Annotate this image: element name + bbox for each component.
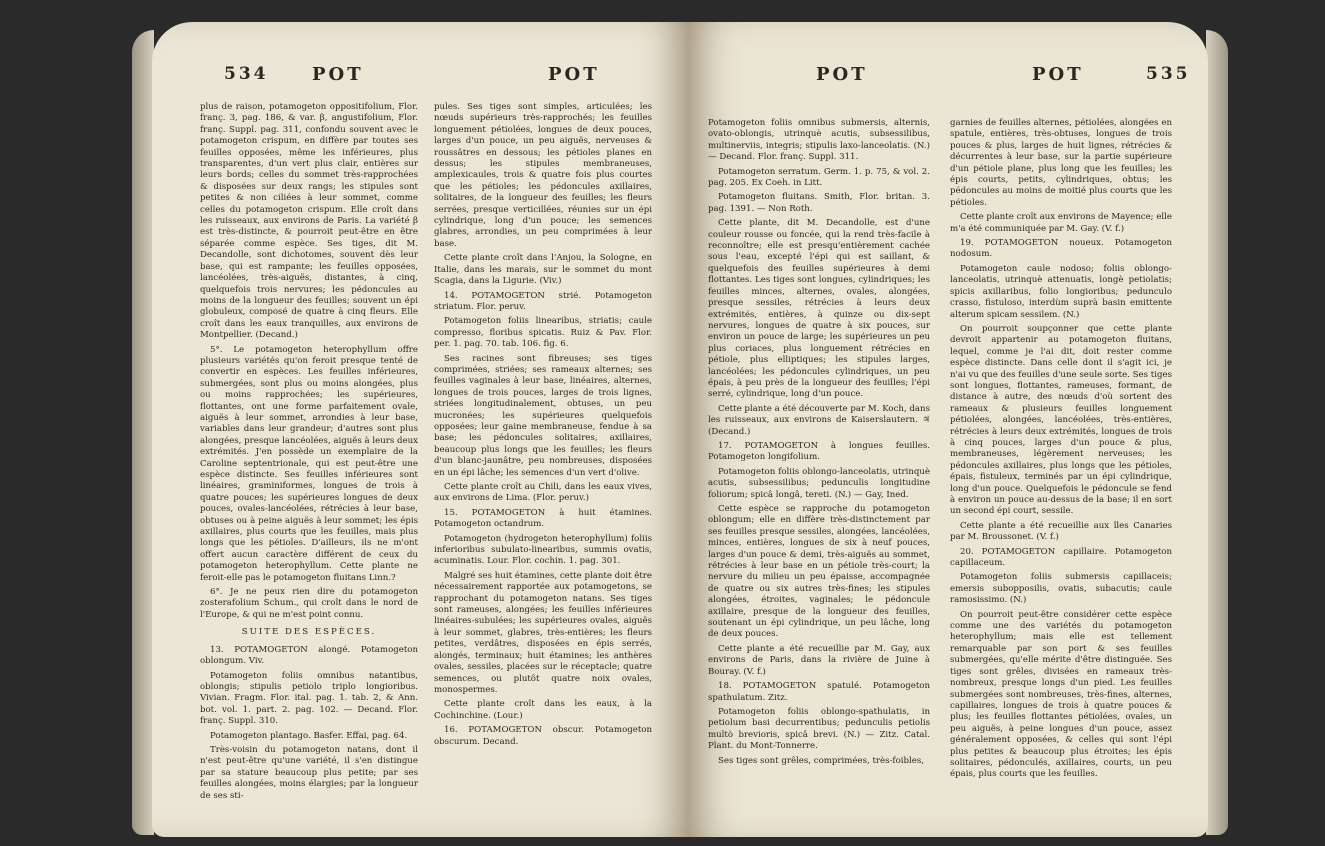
- paragraph: Potamogeton foliis submersis capillaceis; emersis subopposilis, ovatis, subacutis; caule ramosissimo. (N.): [950, 572, 1172, 606]
- paragraph: 20. POTAMOGETON capillaire. Potamogeton capillaceum.: [950, 546, 1172, 569]
- right-page-edge: [1206, 30, 1228, 835]
- paragraph: Potamogeton foliis linearibus, striatis; caule compresso, floribus spicatis. Ruiz & Pav. Flor. per. 1. pag. 70. tab. 106. fig. 6.: [434, 316, 652, 350]
- paragraph: Cette plante, dit M. Decandolle, est d'une couleur rousse ou foncée, qui la rend très-facile à reconnoître; elle est presqu'entièrement cachée sous l'eau, excepté l'épi qui est saillant, & quelquefois des feuilles supérieures à demi flottantes. Les tiges sont longues, cylindriques; les feuilles minces, alternes, ovales, alongées, presque sessiles, rétrécies à leurs deux extrémités, entières, à quinze ou dix-sept nervures, longues de quatre à six pouces, sur environ un pouce de large; les supérieures un peu plus coriaces, plus longuement rétrécies en pétiole, plus elliptiques; les stipules larges, lancéolées; les pédoncules cylindriques, un peu épais, à peu près de la longueur des feuilles; l'épi serré, cylindrique, long d'un pouce.: [708, 218, 930, 400]
- paragraph: Cette plante croît dans les eaux, à la Cochinchine. (Lour.): [434, 699, 652, 721]
- paragraph: 19. POTAMOGETON noueux. Potamogeton nodosum.: [950, 238, 1172, 260]
- paragraph: 16. POTAMOGETON obscur. Potamogeton obscurum. Decand.: [434, 725, 652, 747]
- paragraph: 18. POTAMOGETON spatulé. Potamogeton spathulatum. Zitz.: [708, 681, 930, 703]
- paragraph: Cette espèce se rapproche du potamogeton oblongum; elle en diffère très-distinctement par ses feuilles presque sessiles, alongées, lancéolées, minces, entières, longues de six à neuf pouces, larges d'un pouce & demi, très-aiguës au sommet, rétrécies à leur base en un pétiole très-court; la nervure du milieu un peu épaisse, accompagnée de quatre ou six autres très-fines; les stipules alongées, étroites, vaginales; le pédoncule axillaire, presque de la longueur des feuilles, soutenant un épi cylindrique, un peu lâche, long de deux pouces.: [708, 504, 930, 640]
- paragraph: Cette plante croît au Chili, dans les eaux vives, aux environs de Lima. (Flor. peruv.): [434, 482, 652, 504]
- section-title: SUITE DES ESPÈCES.: [241, 627, 377, 638]
- paragraph: Ses tiges sont grêles, comprimées, très-foibles,: [718, 755, 924, 766]
- left-page: [152, 22, 688, 837]
- paragraph: On pourroit soupçonner que cette plante devroit appartenir au potamogeton fluitans, lequel, comme je l'ai dit, doit rester comme espèce distincte. Dans celle dont il s'agit ici, je n'ai vu que des feuilles d'une seule sorte. Ses tiges sont longues, flottantes, rameuses, formant, de distance à autre, des nœuds d'où sortent des rameaux & plusieurs feuilles longuement pétiolées, alongées, lancéolées, très-entières, rétrécies à leurs deux extrémités, longues de trois à cinq pouces, larges d'un pouce & plus, membraneuses, légèrement nerveuses; les pédoncules axillaires, plus longs que les pétioles, épais, fistuleux, terminés par un épi cylindrique, long d'un pouce. Quelquefois le pédoncule se fend à environ un pouce au-dessus de la base; il en sort un second épi court, sessile.: [950, 323, 1172, 517]
- paragraph: On pourroit peut-être considérer cette espèce comme une des variétés du potamogeton heterophyllum; mais elle est tellement remarquable par son port & ses feuilles submergées, qu'elle mérite d'être distinguée. Ses tiges sont grêles, divisées en rameaux très-nombreux, presque longs d'un pied. Les feuilles submergées sont nombreuses, très-fines, alternes, capillaires, longues de trois à quatre pouces & plus; les feuilles flottantes pétiolées, ovales, un peu aiguës, à peine longues d'un pouce, assez généralement opposées, & celles qui sont l'épi plus petites & beaucoup plus étroites; les épis solitaires, pédonculés, axillaires, courts, un peu épais, plus courts que les feuilles.: [950, 609, 1172, 780]
- left-column-2: [434, 102, 652, 751]
- right-column-2: [950, 118, 1172, 784]
- paragraph: Potamogeton foliis oblongo-spathulatis, in petiolum basi decurrentibus; pedunculis petiolis multò brevioris, spicâ brevi. (N.) — Zitz. Catal. Plant. du Mont-Tonnerre.: [708, 706, 930, 752]
- paragraph: 14. POTAMOGETON strié. Potamogeton striatum. Flor. peruv.: [434, 290, 652, 312]
- paragraph: Potamogeton (hydrogeton heterophyllum) foliis inferioribus subulato-linearibus, summis ovatis, acuminatis. Lour. Flor. cochin. 1. pag. 301.: [434, 533, 652, 567]
- left-column-1: [200, 102, 418, 805]
- paragraph: 5°. Le potamogeton heterophyllum offre plusieurs variétés qu'on feroit presque tenté de convertir en espèces. Les feuilles inférieures, submergées, sont plus ou moins alongées, plus ou moins rapprochées; les supérieures, flottantes, ont une forme parfaitement ovale, aiguës à leur sommet, arrondies à leur base, variables dans leur grandeur; d'autres sont plus alongées, presque lancéolées, aiguës à leurs deux extrémités. J'en possède un exemplaire de la Caroline septentrionale, qui est peut-être une espèce distincte. Ses feuilles inférieures sont linéaires, graminiformes, longues de trois à quatre pouces; les supérieures longues de deux pouces, ovales-lancéolées, rétrécies à leur base, obtuses ou à peine aiguës à leur sommet; les épis axillaires, plus courts que les feuilles, mais plus longs que les pétioles. D'ailleurs, ils ne m'ont offert aucun caractère différent de ceux du potamogeton heterophyllum. Cette plante ne feroit-elle pas le potamogeton fluitans Linn.?: [200, 344, 418, 583]
- paragraph: Potamogeton plantago. Basfer. Effai, pag. 64.: [210, 730, 408, 741]
- paragraph: Ses racines sont fibreuses; ses tiges comprimées, striées; ses rameaux alternes; ses feuilles vaginales à leur base, linéaires, alternes, longues de trois pouces, larges de trois lignes, striées longitudinalement, obtuses, un peu mucronées; les supérieures quelquefois opposées; leur gaine membraneuse, fendue à sa base; les pédoncules solitaires, axillaires, beaucoup plus longs que les feuilles; les fleurs d'un blanc-jaunâtre, peu nombreuses, disposées en un épi lâche; les semences d'un vert d'olive.: [434, 353, 652, 478]
- paragraph: 6°. Je ne peux rien dire du potamogeton zosterafolium Schum., qui croît dans le nord de l'Europe, & qui ne m'est point connu.: [200, 587, 418, 620]
- paragraph: Très-voisin du potamogeton natans, dont il n'est peut-être qu'une variété, il s'en distingue par sa stature beaucoup plus petite; par ses feuilles alongées, moins élargies; par la longueur de ses sti-: [200, 744, 418, 801]
- paragraph: 13. POTAMOGETON alongé. Potamogeton oblongum. Viv.: [200, 644, 418, 667]
- paragraph: plus de raison, potamogeton oppositifolium, Flor. franç. 3, pag. 186, & var. β, angustifolium, Flor. franç. Suppl. pag. 311, confondu souvent avec le potamogeton crispum, en diffère par toutes ses feuilles opposées, même les inférieures, plus transparentes, d'un vert plus clair, entières sur leurs bords; celles du sommet très-rapprochées & disposées sur deux rangs; les stipules sont petites & non ciliées à leur sommet, comme celles du potamogeton crispum. Elle croît dans les ruisseaux, aux environs de Paris. La variété β est très-distincte, & pourroit peut-être en être séparée comme espèce. Ses tiges, dit M. Decandolle, sont dichotomes, souvent dès leur base, qui est rampante; les feuilles opposées, lancéolées, très-aiguës, distantes, à cinq, quelquefois trois nervures; les pédoncules au moins de la longueur des feuilles; souvent un épi globuleux, composé de quatre à cinq fleurs. Elle croît dans les eaux tranquilles, aux environs de Montpellier. (Decand.): [200, 102, 418, 341]
- paragraph: 17. POTAMOGETON à longues feuilles. Potamogeton longifolium.: [708, 440, 930, 463]
- paragraph: Potamogeton fluitans. Smith, Flor. britan. 3. pag. 1391. — Non Roth.: [708, 192, 930, 214]
- left-page-edge: [132, 30, 154, 835]
- paragraph: Malgré ses huit étamines, cette plante doit être nécessairement rapportée aux potamogetons, se rapprochant du potamogeton natans. Ses tiges sont rameuses, alongées; les feuilles inférieures linéaires-subulées; les supérieures ovales, aiguës à leur sommet, glabres, très-entières; les fleurs petites, verdâtres, disposées en épis serrés, alongés, terminaux; huit étamines; les anthères ovales, sessiles, placées sur le réceptacle; quatre semences, ou plutôt quatre noix ovales, monospermes.: [434, 570, 652, 695]
- paragraph: garnies de feuilles alternes, pétiolées, alongées en spatule, entières, très-obtuses, longues de trois pouces & plus, larges de huit lignes, rétrécies & décurrentes à leur base, sur la partie supérieure d'un pétiole plane, plus long que les feuilles; les épis courts, petits, cylindriques, obtus; les pédoncules au moins de moitié plus courts que les pétioles.: [950, 118, 1172, 208]
- left-page-number: 534: [224, 64, 269, 84]
- paragraph: Cette plante croît aux environs de Mayence; elle m'a été communiquée par M. Gay. (V. f.): [950, 212, 1172, 234]
- paragraph: Potamogeton foliis omnibus submersis, alternis, ovato-oblongis, utrinquè acutis, subsessilibus, multinerviis, integris; stipulis laxo-lanceolatis. (N.) — Decand. Flor. franç. Suppl. 311.: [708, 118, 930, 163]
- paragraph: Potamogeton foliis omnibus natantibus, oblongis; stipulis petiolo triplo longioribus. Vivian. Fragm. Flor. ital. pag. 1. tab. 2, & Ann. bot. vol. 1. part. 2. pag. 102. — Decand. Flor. franç. Suppl. 310.: [200, 670, 418, 727]
- left-header-left: POT: [312, 64, 364, 85]
- right-header-right: POT: [1032, 64, 1084, 85]
- right-header-left: POT: [816, 64, 868, 85]
- right-page: [688, 22, 1208, 837]
- paragraph: Cette plante croît dans l'Anjou, la Sologne, en Italie, dans les marais, sur le sommet du mont Scagia, dans la Ligurie. (Viv.): [434, 253, 652, 287]
- paragraph: Cette plante a été recueillie aux îles Canaries par M. Broussonet. (V. f.): [950, 520, 1172, 543]
- paragraph: Cette plante a été découverte par M. Koch, dans les ruisseaux, aux environs de Kaiserslautern. ♃ (Decand.): [708, 403, 930, 437]
- paragraph: Cette plante a été recueillie par M. Gay, aux environs de Paris, dans la rivière de Juine à Bouray. (V. f.): [708, 643, 930, 677]
- paragraph: 15. POTAMOGETON à huit étamines. Potamogeton octandrum.: [434, 507, 652, 530]
- right-column-1: [708, 118, 930, 770]
- paragraph: Potamogeton caule nodoso; foliis oblongo-lanceolatis, utrinquè attenuatis, longè petiolatis; spicis axillaribus, folio longioribus; pedunculo crasso, fistuloso, interdùm suprà basin emittente alterum spicam sessilem. (N.): [950, 263, 1172, 320]
- left-header-right: POT: [548, 64, 600, 85]
- paragraph: pules. Ses tiges sont simples, articulées; les nœuds supérieurs très-rapprochés; les feuilles longuement pétiolées, longues de deux pouces, larges d'un pouce, un peu aiguës, nerveuses & roussâtres en dessous; les pétioles planes en dessus; les stipules membraneuses, amplexicaules, trois & quatre fois plus courtes que les pétioles; les pédoncules axillaires, solitaires, de la longueur des feuilles; les fleurs serrées, presque verticillées, réunies sur un épi cylindrique, long d'un pouce; les semences glabres, arrondies, un peu comprimées à leur base.: [434, 102, 652, 249]
- right-page-number: 535: [1146, 64, 1191, 84]
- paragraph: Potamogeton serratum. Germ. 1. p. 75, & vol. 2. pag. 205. Ex Coeh. in Litt.: [708, 166, 930, 189]
- paragraph: Potamogeton foliis oblongo-lanceolatis, utrinquè acutis, subsessilibus; pedunculis longitudine foliorum; spicâ longâ, tereti. (N.) — Gay, Ined.: [708, 466, 930, 500]
